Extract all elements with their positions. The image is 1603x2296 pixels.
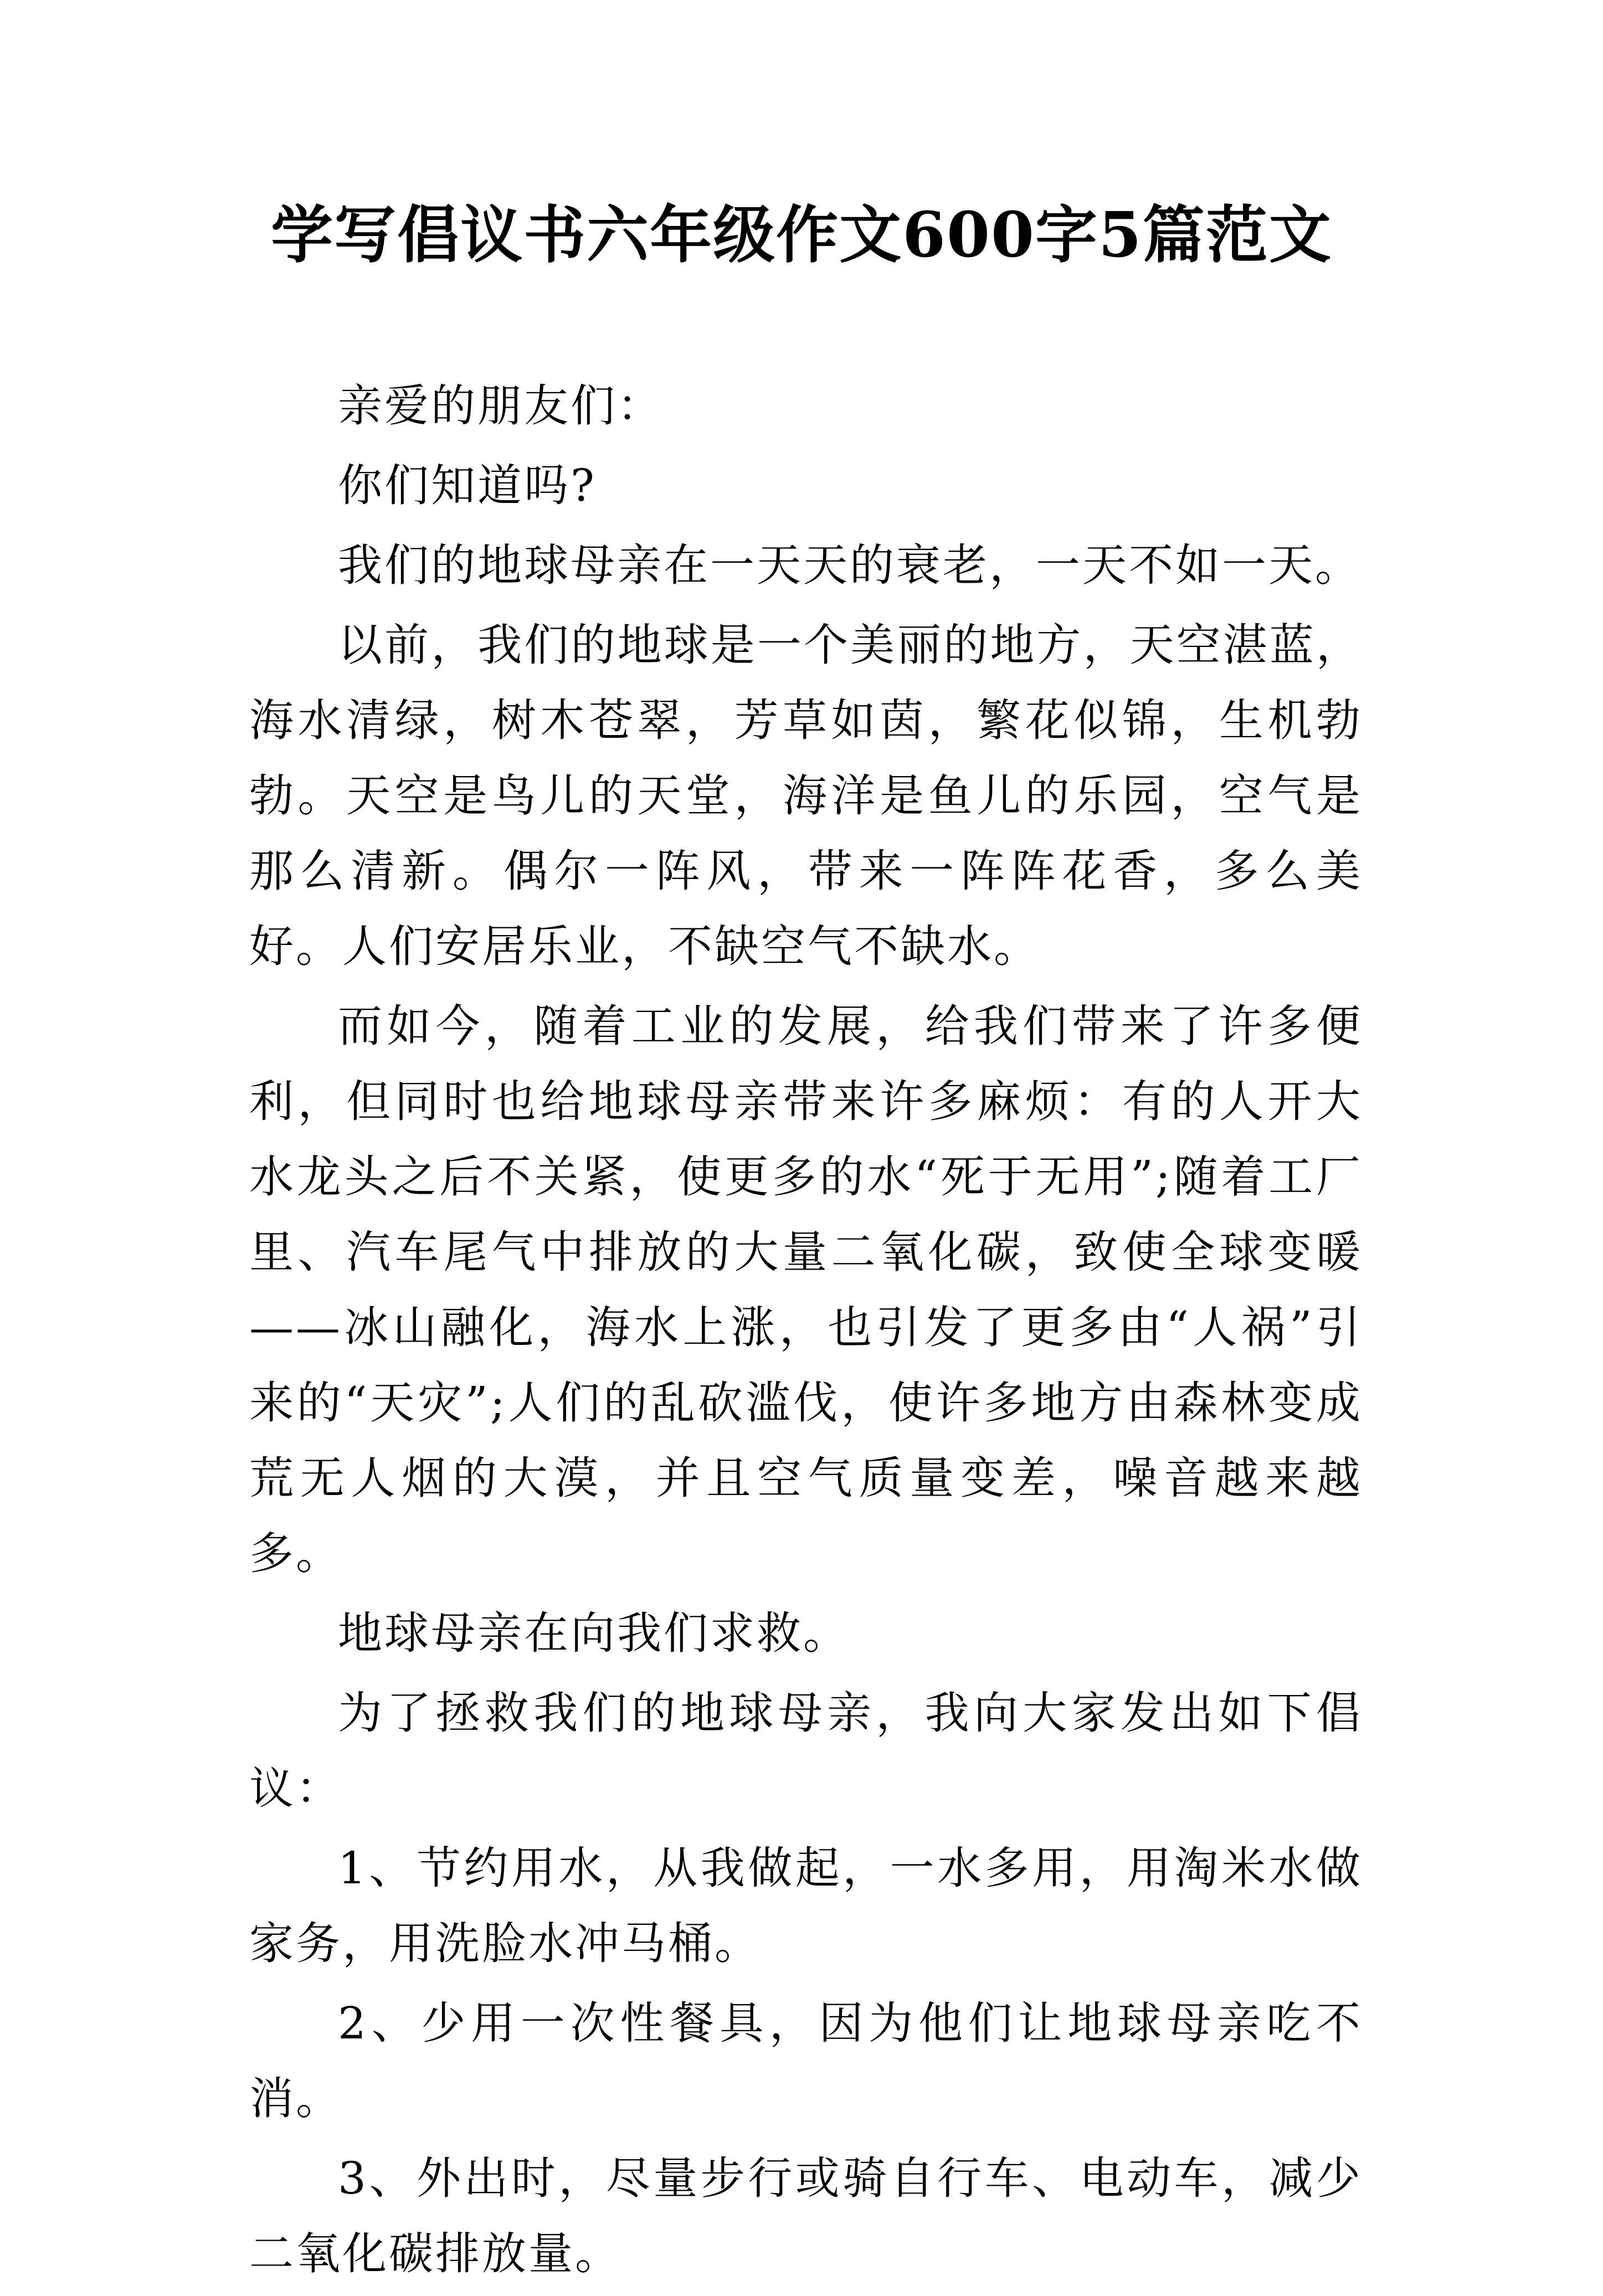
paragraph-plea: 地球母亲在向我们求救。 <box>338 1607 850 1659</box>
document-body <box>249 368 1363 2296</box>
paragraph-greeting: 亲爱的朋友们： <box>338 380 664 432</box>
proposal-item-2: 2、少用一次性餐具，因为他们让地球母亲吃不消。 <box>249 1997 1363 2124</box>
proposal-item-3: 3、外出时，尽量步行或骑自行车、电动车，减少二氧化碳排放量。 <box>249 2153 1363 2279</box>
paragraph-present: 而如今，随着工业的发展，给我们带来了许多便利，但同时也给地球母亲带来许多麻烦：有的人开大水龙头之后不关紧，使更多的水“死于无用”;随着工厂里、汽车尾气中排放的大量二氧化碳，致使全球变暖——冰山融化，海水上涨，也引发了更多由“人祸”引来的“天灾”;人们的乱砍滥伐，使许多地方由森林变成荒无人烟的大漠，并且空气质量变差，噪音越来越多。 <box>249 1000 1363 1579</box>
paragraph-past: 以前，我们的地球是一个美丽的地方，天空湛蓝，海水清绿，树木苍翠，芳草如茵，繁花似锦，生机勃勃。天空是鸟儿的天堂，海洋是鱼儿的乐园，空气是那么清新。偶尔一阵风，带来一阵阵花香，多么美好。人们安居乐业，不缺空气不缺水。 <box>249 619 1363 972</box>
paragraph-question: 你们知道吗? <box>338 460 597 511</box>
document-title: 学写倡议书六年级作文600字5篇范文 <box>271 199 1332 271</box>
proposal-item-1: 1、节约用水，从我做起，一水多用，用淘米水做家务，用洗脸水冲马桶。 <box>249 1842 1363 1969</box>
paragraph-earth-aging: 我们的地球母亲在一天天的衰老，一天不如一天。 <box>338 540 1361 591</box>
paragraph-proposal-intro: 为了拯救我们的地球母亲，我向大家发出如下倡议： <box>249 1687 1363 1814</box>
